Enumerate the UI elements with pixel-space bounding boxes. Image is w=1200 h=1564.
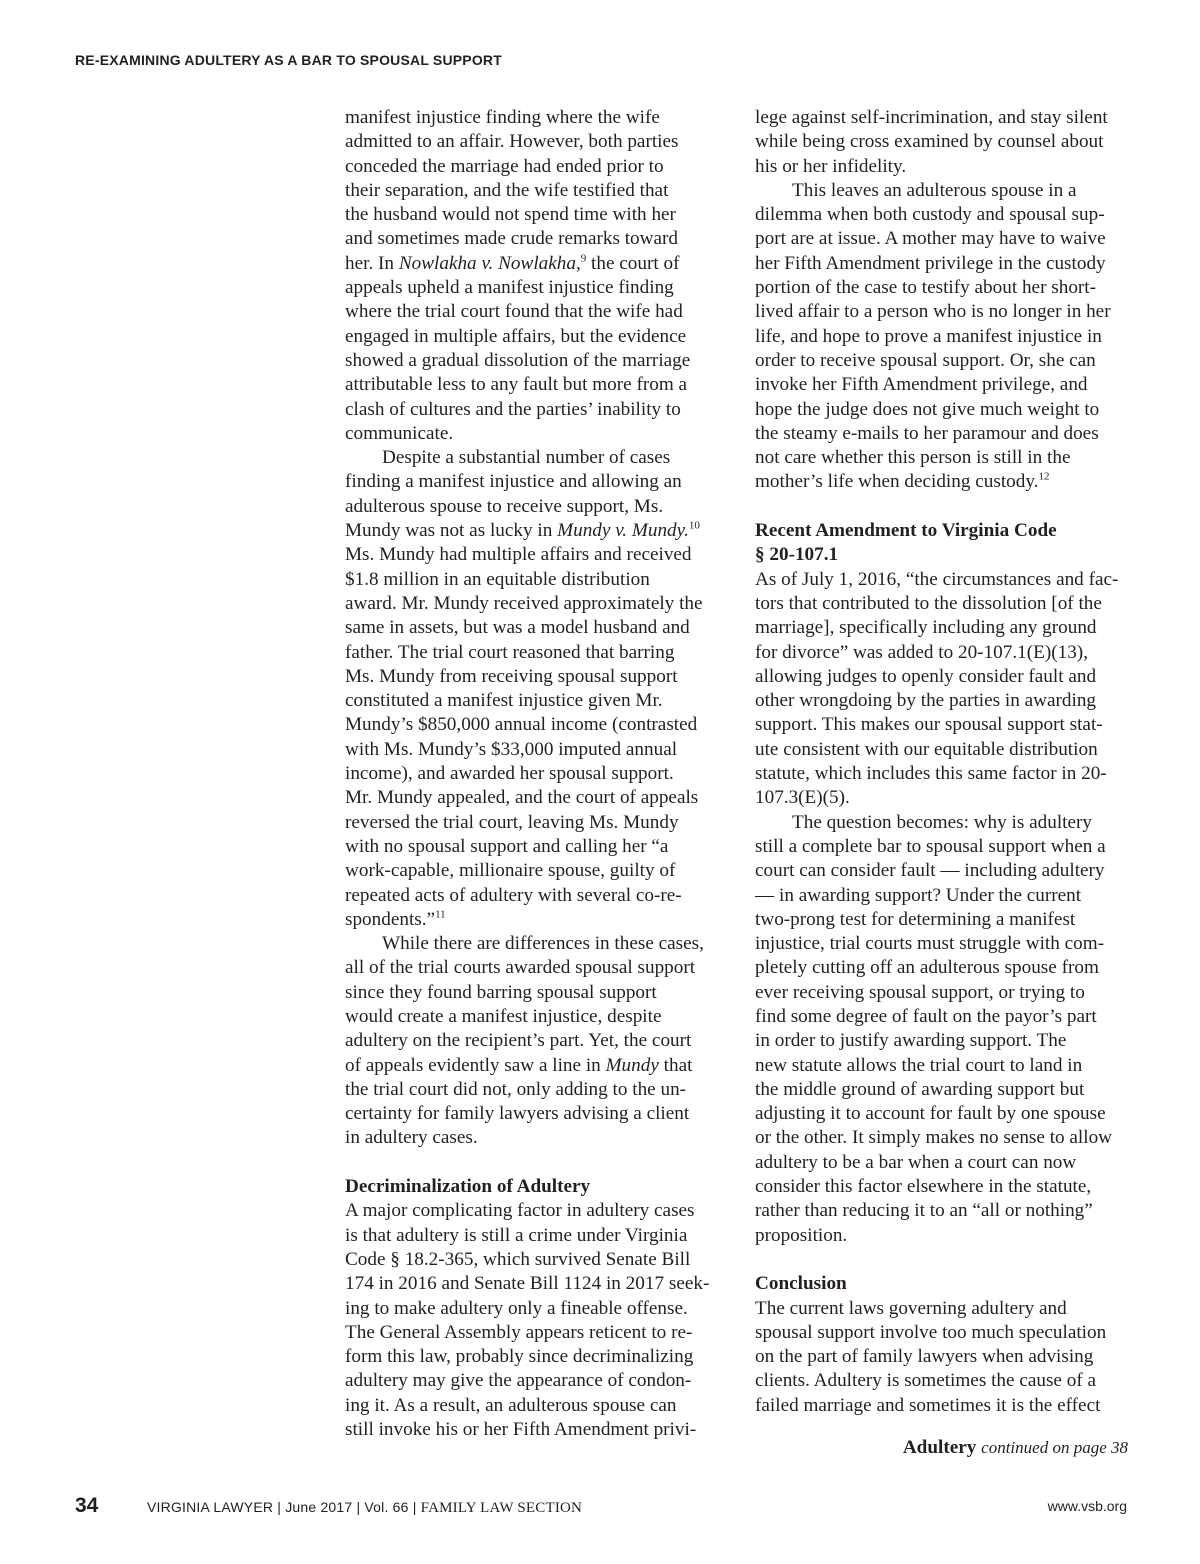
text-line: life, and hope to prove a manifest injustice in	[755, 325, 1102, 347]
text-line: ing it. As a result, an adulterous spouse can	[345, 1394, 677, 1416]
text-line: her Fifth Amendment privilege in the custody	[755, 252, 1106, 274]
text-line: constituted a manifest injustice given Mr.	[345, 690, 663, 712]
section-heading: Decriminalization of Adultery	[345, 1176, 591, 1198]
text-line: Mundy was not as lucky in Mundy v. Mundy.$^{10}$	[345, 519, 700, 542]
continued-notice	[903, 1437, 1128, 1459]
text-line: injustice, trial courts must struggle with com-	[755, 933, 1105, 955]
text-line: — in awarding support? Under the current	[755, 884, 1082, 906]
section-heading: Recent Amendment to Virginia Code	[755, 520, 1057, 542]
text-line: tors that contributed to the dissolution [of the	[755, 592, 1102, 614]
text-line: repeated acts of adultery with several co-re-	[345, 884, 682, 906]
text-line: ing to make adultery only a fineable offense.	[345, 1297, 688, 1319]
text-line: invoke her Fifth Amendment privilege, and	[755, 374, 1088, 396]
text-line: admitted to an affair. However, both parties	[345, 131, 679, 153]
text-line: or the other. It simply makes no sense to allow	[755, 1127, 1113, 1149]
article-column-left	[345, 106, 723, 1442]
footnote-marker: 9	[580, 252, 587, 265]
text-line: clients. Adultery is sometimes the cause of a	[755, 1370, 1097, 1392]
text-line: court can consider fault — including adultery	[755, 860, 1105, 882]
text-line: and sometimes made crude remarks toward	[345, 228, 678, 250]
text-line: statute, which includes this same factor in 20-	[755, 763, 1107, 785]
text-line: in order to justify awarding support. The	[755, 1030, 1067, 1052]
text-line: father. The trial court reasoned that barring	[345, 641, 675, 663]
text-line: the trial court did not, only adding to the un-	[345, 1078, 687, 1100]
text-line: appeals upheld a manifest injustice finding	[345, 277, 674, 299]
text-line: while being cross examined by counsel about	[755, 131, 1104, 153]
text-line: finding a manifest injustice and allowing an	[345, 471, 682, 493]
text-line: Code § 18.2-365, which survived Senate Bill	[345, 1248, 691, 1270]
text-line: other wrongdoing by the parties in awarding	[755, 690, 1097, 712]
text-line: consider this factor elsewhere in the statute,	[755, 1176, 1092, 1198]
footnote-marker: 11	[435, 908, 446, 921]
page-number: 34	[75, 1494, 99, 1517]
text-line: the middle ground of awarding support but	[755, 1078, 1085, 1100]
text-line: adultery to be a bar when a court can now	[755, 1151, 1077, 1173]
text-line: rather than reducing it to an “all or nothing”	[755, 1200, 1093, 1222]
text-line: failed marriage and sometimes it is the effect	[755, 1394, 1101, 1416]
text-line: new statute allows the trial court to land in	[755, 1054, 1083, 1076]
text-line: their separation, and the wife testified that	[345, 179, 669, 201]
text-line: $1.8 million in an equitable distribution	[345, 568, 650, 590]
text-line: order to receive spousal support. Or, she can	[755, 349, 1096, 371]
text-line: her. In Nowlakha v. Nowlakha,$^9$ the court of	[345, 252, 680, 274]
text-line: engaged in multiple affairs, but the evidence	[345, 325, 687, 347]
text-line: conceded the marriage had ended prior to	[345, 155, 664, 177]
paragraph-gap	[345, 1151, 723, 1175]
text-line: Mr. Mundy appealed, and the court of appeals	[345, 787, 699, 809]
text-line: with Ms. Mundy’s $33,000 imputed annual	[345, 738, 678, 760]
text-line: still invoke his or her Fifth Amendment privi-	[345, 1419, 697, 1441]
text-line: port are at issue. A mother may have to waive	[755, 228, 1106, 250]
text-line: reversed the trial court, leaving Ms. Mundy	[345, 811, 679, 833]
text-line: While there are differences in these cases,	[382, 933, 704, 955]
text-line: for divorce” was added to 20-107.1(E)(13),	[755, 641, 1088, 663]
text-line: This leaves an adulterous spouse in a	[792, 179, 1077, 201]
text-line: in adultery cases.	[345, 1127, 478, 1149]
text-line: adultery on the recipient’s part. Yet, the court	[345, 1030, 692, 1052]
text-line: marriage], specifically including any ground	[755, 617, 1097, 639]
text-line: allowing judges to openly consider fault and	[755, 665, 1097, 687]
section-name: FAMILY LAW SECTION	[420, 1500, 583, 1516]
text-line: not care whether this person is still in the	[755, 447, 1071, 469]
text-line: 174 in 2016 and Senate Bill 1124 in 2017 seek-	[345, 1273, 710, 1295]
text-line: Mundy’s $850,000 annual income (contrasted	[345, 714, 698, 736]
text-line: adulterous spouse to receive support, Ms.	[345, 495, 664, 517]
text-line: award. Mr. Mundy received approximately the	[345, 592, 703, 614]
article-column-right	[755, 106, 1135, 1418]
text-line: proposition.	[755, 1224, 848, 1246]
text-line: the steamy e-mails to her paramour and does	[755, 422, 1099, 444]
text-line: on the part of family lawyers when advising	[755, 1346, 1094, 1368]
footnote-marker: 12	[1038, 471, 1050, 484]
text-line: lived affair to a person who is no longer in her	[755, 301, 1111, 323]
section-heading: Conclusion	[755, 1273, 847, 1295]
paragraph-gap	[755, 1248, 1135, 1272]
text-line: is that adultery is still a crime under Virginia	[345, 1224, 688, 1246]
text-line: the husband would not spend time with her	[345, 204, 676, 226]
text-line: would create a manifest injustice, despite	[345, 1005, 662, 1027]
footnote-marker: 10	[688, 519, 700, 532]
text-line: A major complicating factor in adultery cases	[345, 1200, 695, 1222]
continued-note: continued on page 38	[981, 1438, 1128, 1457]
text-line: find some degree of fault on the payor’s part	[755, 1005, 1097, 1027]
text-line: clash of cultures and the parties’ inability to	[345, 398, 681, 420]
text-line: spondents.”$^{11}$	[345, 908, 446, 930]
text-line: Despite a substantial number of cases	[382, 447, 671, 469]
text-line: Ms. Mundy from receiving spousal support	[345, 665, 678, 687]
text-line: where the trial court found that the wife had	[345, 301, 683, 323]
text-line: portion of the case to testify about her short-	[755, 277, 1097, 299]
text-line: ever receiving spousal support, or trying to	[755, 981, 1085, 1003]
text-line: The question becomes: why is adultery	[792, 811, 1093, 833]
text-line: The current laws governing adultery and	[755, 1297, 1067, 1319]
text-line: still a complete bar to spousal support when a	[755, 835, 1106, 857]
footer-url: www.vsb.org	[1047, 1498, 1127, 1514]
text-line: adjusting it to account for fault by one spouse	[755, 1103, 1106, 1125]
section-heading: § 20-107.1	[755, 544, 839, 566]
text-line: The General Assembly appears reticent to re-	[345, 1321, 693, 1343]
text-line: dilemma when both custody and spousal sup-	[755, 204, 1105, 226]
text-line: mother’s life when deciding custody.$^{12}$	[755, 471, 1050, 493]
text-line: form this law, probably since decriminalizing	[345, 1346, 694, 1368]
text-line: with no spousal support and calling her “a	[345, 835, 669, 857]
text-line: As of July 1, 2016, “the circumstances and fac-	[755, 568, 1119, 590]
text-line: spousal support involve too much speculation	[755, 1321, 1107, 1343]
text-line: manifest injustice finding where the wife	[345, 107, 660, 128]
text-line: his or her infidelity.	[755, 155, 907, 177]
text-line: certainty for family lawyers advising a client	[345, 1103, 690, 1125]
text-line: attributable less to any fault but more from a	[345, 374, 688, 396]
text-line: since they found barring spousal support	[345, 981, 657, 1003]
paragraph-gap	[755, 495, 1135, 519]
text-line: income), and awarded her spousal support.	[345, 763, 674, 785]
text-line: 107.3(E)(5).	[755, 787, 850, 809]
text-line: communicate.	[345, 422, 454, 444]
text-line: all of the trial courts awarded spousal support	[345, 957, 696, 979]
text-line: work-capable, millionaire spouse, guilty of	[345, 860, 676, 882]
text-line: support. This makes our spousal support stat-	[755, 714, 1103, 736]
publication-name: VIRGINIA LAWYER | June 2017 | Vol. 66 |	[147, 1499, 421, 1515]
text-line: showed a gradual dissolution of the marriage	[345, 349, 691, 371]
text-line: two-prong test for determining a manifest	[755, 908, 1076, 930]
text-line: pletely cutting off an adulterous spouse from	[755, 957, 1099, 979]
text-line: hope the judge does not give much weight to	[755, 398, 1100, 420]
text-line: of appeals evidently saw a line in Mundy that	[345, 1054, 693, 1076]
text-line: adultery may give the appearance of condon-	[345, 1370, 692, 1392]
text-line: lege against self-incrimination, and stay silent	[755, 107, 1108, 128]
text-line: Ms. Mundy had multiple affairs and received	[345, 544, 692, 566]
text-line: same in assets, but was a model husband and	[345, 617, 690, 639]
publication-info	[147, 1499, 582, 1517]
continued-keyword: Adultery	[902, 1437, 977, 1458]
text-line: ute consistent with our equitable distribution	[755, 738, 1098, 760]
running-head: RE-EXAMINING ADULTERY AS A BAR TO SPOUSAL SUPPORT	[75, 52, 502, 68]
